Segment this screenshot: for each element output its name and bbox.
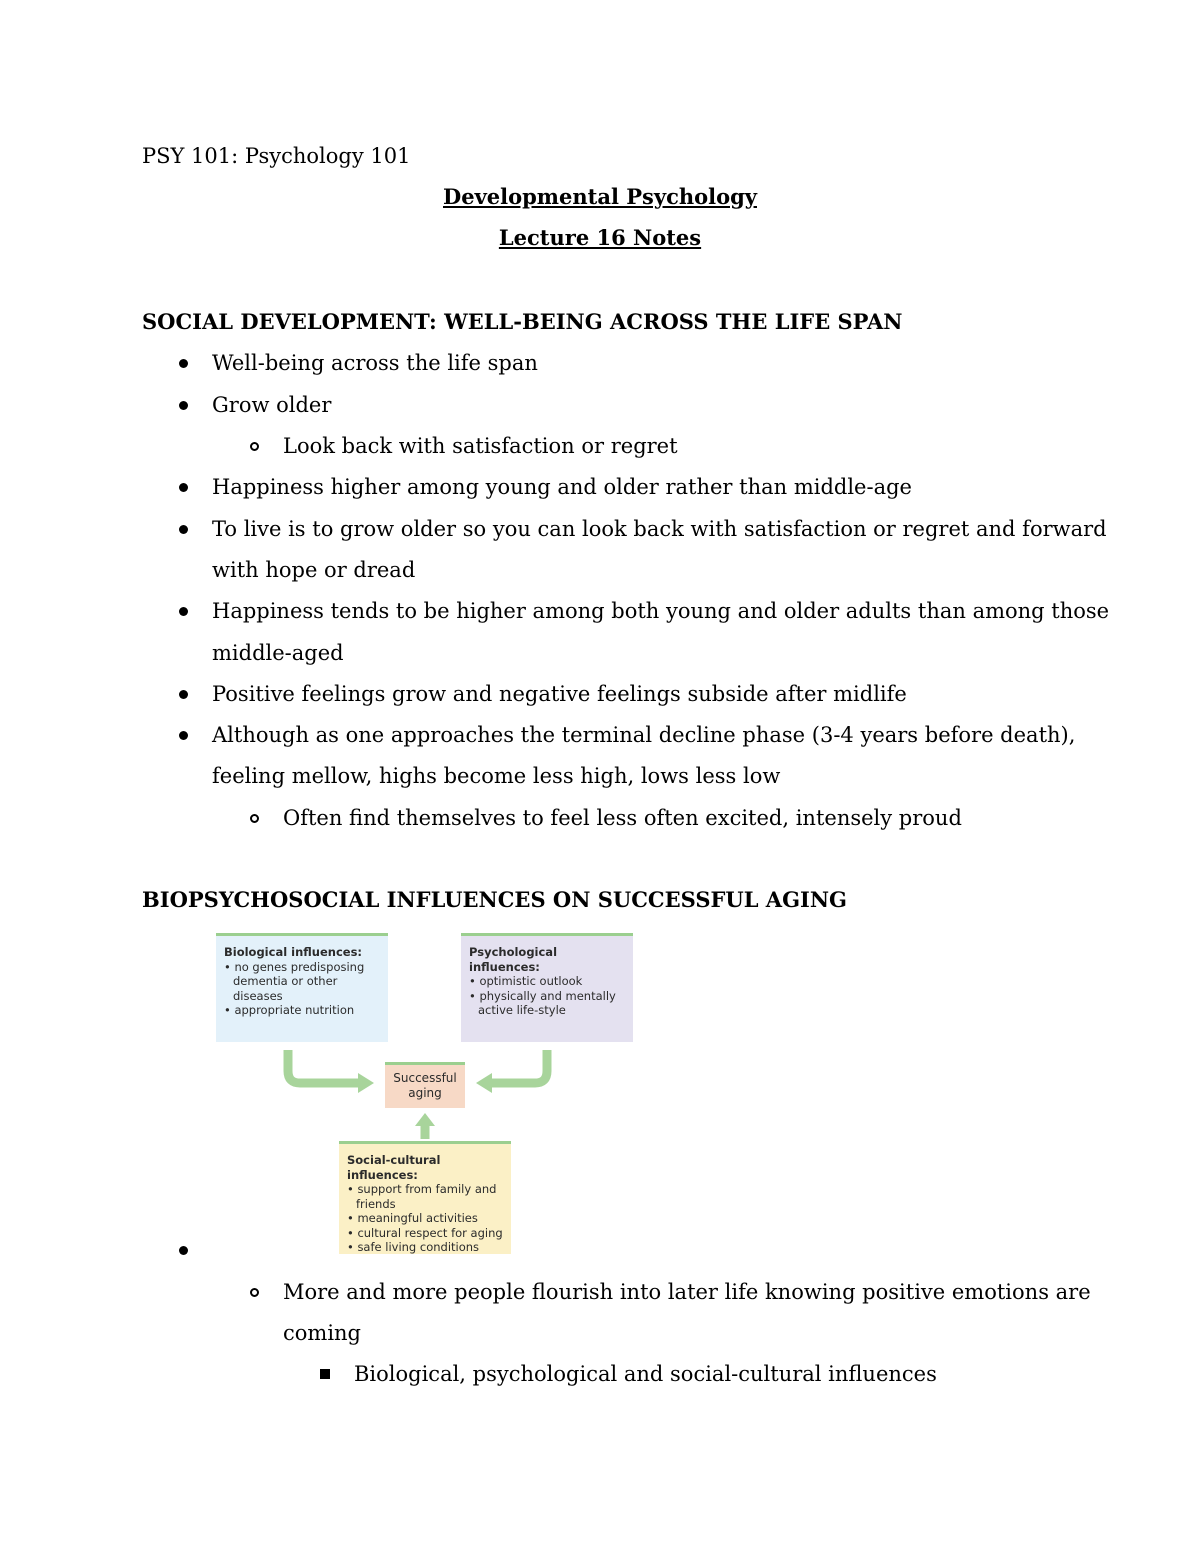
sub-list-item: More and more people flourish into later life knowing positive emotions are: [283, 1280, 1091, 1304]
arrow-from-psychological: [492, 1050, 547, 1083]
bullet-icon: [179, 681, 188, 707]
course-line: PSY 101: Psychology 101: [142, 144, 411, 168]
list-item: Happiness higher among young and older rather than middle-age: [212, 475, 912, 499]
sub-bullet-icon: [250, 1279, 259, 1305]
psychological-influence-item: • physically and mentally active life-style: [469, 988, 616, 1017]
biopsychosocial-diagram: [216, 933, 636, 1255]
list-item: Grow older: [212, 393, 332, 417]
biological-influence-item: • no genes predisposing dementia or other diseases: [224, 959, 365, 1003]
psychological-influence-item: • optimistic outlook: [469, 974, 583, 988]
list-item: Positive feelings grow and negative feelings subside after midlife: [212, 682, 907, 706]
arrowhead-left: [476, 1073, 492, 1093]
list-item: Happiness tends to be higher among both young and older adults than among those: [212, 599, 1110, 623]
bullet-icon: [179, 392, 188, 418]
section-heading-biopsychosocial: BIOPSYCHOSOCIAL INFLUENCES ON SUCCESSFUL AGING: [142, 887, 847, 912]
list-item: Although as one approaches the terminal decline phase (3-4 years before death),: [212, 723, 1076, 747]
arrowhead-up: [415, 1113, 435, 1126]
doc-title: Developmental Psychology: [443, 184, 757, 209]
sub-list-item-continuation: coming: [283, 1321, 362, 1345]
arrow-from-biological: [288, 1050, 358, 1083]
social-cultural-influence-item: • cultural respect for aging: [347, 1225, 503, 1240]
social-cultural-influence-item: • support from family and friends: [347, 1182, 497, 1211]
biological-influences-box: [216, 933, 388, 1042]
sub-sub-list-item: Biological, psychological and social-cultural influences: [354, 1362, 937, 1386]
biological-influences-title: Biological influences:: [224, 945, 363, 959]
section-heading-social-development: SOCIAL DEVELOPMENT: WELL-BEING ACROSS THE LIFE SPAN: [142, 309, 903, 334]
psychological-influences-box: [461, 933, 633, 1042]
bullet-icon: [179, 1237, 188, 1263]
bullet-icon: [179, 722, 188, 748]
successful-aging-box: Successful aging: [385, 1062, 465, 1108]
bullet-icon: [179, 598, 188, 624]
bullet-icon: [179, 516, 188, 542]
square-bullet-icon: [320, 1361, 330, 1387]
list-item-continuation: feeling mellow, highs become less high, lows less low: [212, 764, 781, 788]
bullet-icon: [179, 474, 188, 500]
social-cultural-influences-box: [339, 1141, 511, 1254]
sub-bullet-icon: [250, 805, 259, 831]
sub-list-item: Often find themselves to feel less often excited, intensely proud: [283, 806, 962, 830]
arrowhead-right: [358, 1073, 374, 1093]
sub-bullet-icon: [250, 433, 259, 459]
list-item: Well-being across the life span: [212, 351, 538, 375]
biological-influence-item: • appropriate nutrition: [224, 1003, 355, 1017]
psychological-influences-title: Psychological influences:: [469, 945, 558, 974]
list-item-continuation: middle-aged: [212, 641, 344, 665]
social-cultural-influence-item: • safe living conditions: [347, 1240, 480, 1254]
social-cultural-influence-item: • meaningful activities: [347, 1211, 478, 1225]
social-cultural-influences-title: Social-cultural influences:: [347, 1153, 441, 1182]
list-item: To live is to grow older so you can look back with satisfaction or regret and forward: [212, 517, 1107, 541]
list-item-continuation: with hope or dread: [212, 558, 416, 582]
sub-list-item: Look back with satisfaction or regret: [283, 434, 678, 458]
bullet-icon: [179, 350, 188, 376]
doc-subtitle: Lecture 16 Notes: [498, 225, 702, 250]
